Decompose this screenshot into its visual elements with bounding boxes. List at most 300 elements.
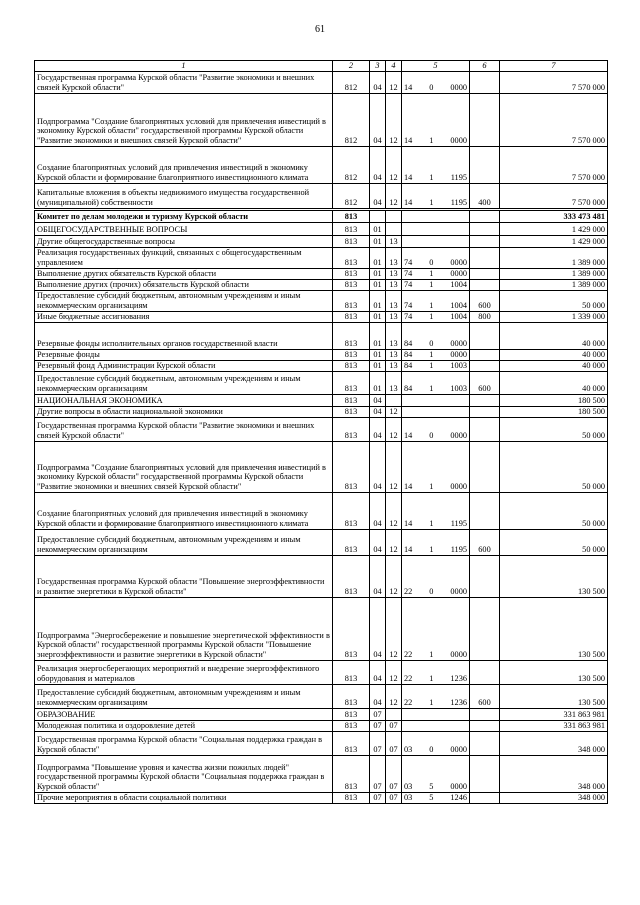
section-code: 04 [370, 597, 386, 660]
expense-type-code [470, 268, 500, 279]
item-name: Реализация государственных функций, связанных с общегосударственным управлением [35, 247, 333, 268]
budget-table [34, 60, 608, 804]
target-article-code [402, 406, 470, 417]
header-cell: 1 [35, 61, 333, 72]
amount: 1 389 000 [500, 247, 608, 268]
subsection-code: 13 [386, 268, 402, 279]
grbs-code: 813 [333, 441, 370, 492]
subsection-code: 07 [386, 731, 402, 755]
expense-type-code [470, 146, 500, 183]
section-code: 04 [370, 183, 386, 209]
section-code [370, 209, 386, 222]
expense-type-code: 800 [470, 311, 500, 322]
table-row [35, 290, 608, 311]
table-row [35, 268, 608, 279]
section-code: 07 [370, 731, 386, 755]
subsection-code: 12 [386, 555, 402, 597]
expense-type-code: 600 [470, 684, 500, 708]
item-name: Другие общегосударственные вопросы [35, 235, 333, 247]
target-article-part: 1195 [450, 173, 467, 182]
target-article-part: 1 [429, 269, 434, 278]
subsection-code: 13 [386, 290, 402, 311]
item-name: Резервные фонды [35, 349, 333, 360]
section-code: 01 [370, 360, 386, 371]
target-article-part: 0 [429, 83, 434, 92]
subsection-code: 12 [386, 597, 402, 660]
target-article-part: 1 [429, 301, 434, 310]
table-row [35, 235, 608, 247]
subsection-code: 12 [386, 417, 402, 441]
subsection-code: 13 [386, 247, 402, 268]
table-row [35, 441, 608, 492]
target-article-part: 1 [429, 198, 434, 207]
target-article-code [402, 417, 470, 441]
amount: 40 000 [500, 349, 608, 360]
grbs-code: 812 [333, 146, 370, 183]
target-article-part: 84 [404, 339, 413, 348]
grbs-code: 813 [333, 222, 370, 235]
expense-type-code [470, 279, 500, 290]
subsection-code: 12 [386, 183, 402, 209]
target-article-part: 84 [404, 361, 413, 370]
target-article-part: 1 [429, 650, 434, 659]
amount: 7 570 000 [500, 71, 608, 93]
subsection-code: 12 [386, 406, 402, 417]
amount: 40 000 [500, 322, 608, 349]
target-article-part: 1195 [450, 545, 467, 554]
target-article-code [402, 441, 470, 492]
item-name: Подпрограмма "Создание благоприятных условий для привлечения инвестиций в экономику Курской области" государственной программы Курской области "Развитие экономики и внешних связей Курской области" [35, 93, 333, 146]
target-article-part: 0000 [450, 587, 467, 596]
table-row [35, 279, 608, 290]
expense-type-code [470, 555, 500, 597]
item-name: Выполнение других обязательств Курской области [35, 268, 333, 279]
amount: 1 389 000 [500, 279, 608, 290]
target-article-part: 1 [429, 361, 434, 370]
table-row [35, 755, 608, 792]
grbs-code: 813 [333, 371, 370, 394]
grbs-code: 813 [333, 708, 370, 720]
target-article-code [402, 322, 470, 349]
target-article-part: 03 [404, 793, 413, 802]
amount: 180 500 [500, 406, 608, 417]
target-article-code [402, 290, 470, 311]
expense-type-code: 600 [470, 290, 500, 311]
target-article-part: 0000 [450, 745, 467, 754]
target-article-part: 0 [429, 587, 434, 596]
section-code: 07 [370, 755, 386, 792]
subsection-code: 12 [386, 146, 402, 183]
table-row [35, 360, 608, 371]
amount: 7 570 000 [500, 146, 608, 183]
expense-type-code [470, 222, 500, 235]
target-article-part: 5 [429, 782, 434, 791]
item-name: Подпрограмма "Повышение уровня и качества жизни пожилых людей" государственной программы Курской области "Социальная поддержка граждан в Курской области" [35, 755, 333, 792]
target-article-code [402, 684, 470, 708]
page-number: 61 [315, 24, 325, 35]
amount: 130 500 [500, 555, 608, 597]
target-article-part: 74 [404, 269, 413, 278]
target-article-code [402, 597, 470, 660]
grbs-code: 812 [333, 183, 370, 209]
section-code: 04 [370, 555, 386, 597]
item-name: Предоставление субсидий бюджетным, автономным учреждениям и иным некоммерческим организациям [35, 684, 333, 708]
target-article-code [402, 247, 470, 268]
target-article-code [402, 235, 470, 247]
amount: 7 570 000 [500, 183, 608, 209]
subsection-code: 13 [386, 235, 402, 247]
target-article-part: 1 [429, 280, 434, 289]
target-article-part: 1246 [450, 793, 467, 802]
header-cell: 5 [402, 61, 470, 72]
target-article-code [402, 349, 470, 360]
grbs-code: 813 [333, 406, 370, 417]
amount: 333 473 481 [500, 209, 608, 222]
grbs-code: 813 [333, 360, 370, 371]
amount: 40 000 [500, 371, 608, 394]
header-cell: 2 [333, 61, 370, 72]
subsection-code [386, 708, 402, 720]
grbs-code: 813 [333, 247, 370, 268]
section-code: 01 [370, 268, 386, 279]
section-code: 04 [370, 529, 386, 555]
amount: 130 500 [500, 597, 608, 660]
grbs-code: 813 [333, 529, 370, 555]
subsection-code: 07 [386, 792, 402, 803]
target-article-part: 0 [429, 745, 434, 754]
target-article-code [402, 792, 470, 803]
header-row [35, 61, 608, 72]
subsection-code: 13 [386, 371, 402, 394]
target-article-part: 1 [429, 482, 434, 491]
section-code: 01 [370, 311, 386, 322]
target-article-part: 1195 [450, 519, 467, 528]
item-name: НАЦИОНАЛЬНАЯ ЭКОНОМИКА [35, 394, 333, 406]
table-row [35, 720, 608, 731]
section-code: 01 [370, 235, 386, 247]
section-code: 04 [370, 441, 386, 492]
grbs-code: 813 [333, 268, 370, 279]
subsection-code: 13 [386, 311, 402, 322]
section-code: 01 [370, 247, 386, 268]
grbs-code: 813 [333, 555, 370, 597]
grbs-code: 813 [333, 349, 370, 360]
expense-type-code [470, 755, 500, 792]
subsection-code: 13 [386, 322, 402, 349]
subsection-code [386, 394, 402, 406]
item-name: ОБРАЗОВАНИЕ [35, 708, 333, 720]
expense-type-code [470, 349, 500, 360]
grbs-code: 813 [333, 492, 370, 529]
target-article-part: 14 [404, 83, 413, 92]
target-article-code [402, 755, 470, 792]
amount: 130 500 [500, 660, 608, 684]
item-name: Иные бюджетные ассигнования [35, 311, 333, 322]
target-article-part: 74 [404, 301, 413, 310]
table-row [35, 417, 608, 441]
target-article-code [402, 394, 470, 406]
target-article-part: 14 [404, 431, 413, 440]
table-row [35, 146, 608, 183]
target-article-part: 74 [404, 312, 413, 321]
target-article-part: 1236 [450, 674, 467, 683]
item-name: Государственная программа Курской области "Развитие экономики и внешних связей Курской области" [35, 71, 333, 93]
section-code: 07 [370, 792, 386, 803]
target-article-code [402, 720, 470, 731]
target-article-code [402, 555, 470, 597]
table-row [35, 209, 608, 222]
amount: 1 429 000 [500, 235, 608, 247]
target-article-part: 0000 [450, 83, 467, 92]
item-name: Создание благоприятных условий для привлечения инвестиций в экономику Курской области и формирование благоприятного инвестиционного климата [35, 492, 333, 529]
table-row [35, 322, 608, 349]
target-article-part: 1 [429, 545, 434, 554]
subsection-code: 12 [386, 529, 402, 555]
amount: 50 000 [500, 529, 608, 555]
target-article-part: 14 [404, 136, 413, 145]
target-article-part: 0000 [450, 350, 467, 359]
target-article-part: 0000 [450, 431, 467, 440]
subsection-code: 12 [386, 684, 402, 708]
amount: 130 500 [500, 684, 608, 708]
target-article-part: 1004 [450, 312, 467, 321]
subsection-code [386, 209, 402, 222]
expense-type-code: 600 [470, 371, 500, 394]
target-article-code [402, 708, 470, 720]
target-article-code [402, 209, 470, 222]
subsection-code: 13 [386, 349, 402, 360]
grbs-code: 813 [333, 720, 370, 731]
expense-type-code [470, 792, 500, 803]
grbs-code: 813 [333, 322, 370, 349]
target-article-part: 74 [404, 258, 413, 267]
expense-type-code [470, 71, 500, 93]
table-row [35, 597, 608, 660]
item-name: Государственная программа Курской области "Развитие экономики и внешних связей Курской области" [35, 417, 333, 441]
grbs-code: 813 [333, 660, 370, 684]
table-row [35, 183, 608, 209]
target-article-part: 84 [404, 350, 413, 359]
expense-type-code [470, 406, 500, 417]
expense-type-code [470, 731, 500, 755]
amount: 331 863 981 [500, 708, 608, 720]
grbs-code: 813 [333, 209, 370, 222]
section-code: 04 [370, 406, 386, 417]
subsection-code: 07 [386, 720, 402, 731]
target-article-code [402, 360, 470, 371]
table-row [35, 394, 608, 406]
target-article-part: 1236 [450, 698, 467, 707]
item-name: Предоставление субсидий бюджетным, автономным учреждениям и иным некоммерческим организациям [35, 290, 333, 311]
section-code: 07 [370, 708, 386, 720]
item-name: Резервные фонды исполнительных органов государственной власти [35, 322, 333, 349]
expense-type-code: 600 [470, 529, 500, 555]
grbs-code: 813 [333, 597, 370, 660]
target-article-part: 1 [429, 136, 434, 145]
target-article-part: 1195 [450, 198, 467, 207]
expense-type-code [470, 441, 500, 492]
subsection-code: 12 [386, 93, 402, 146]
item-name: ОБЩЕГОСУДАРСТВЕННЫЕ ВОПРОСЫ [35, 222, 333, 235]
subsection-code: 13 [386, 279, 402, 290]
target-article-part: 14 [404, 482, 413, 491]
target-article-part: 1003 [450, 384, 467, 393]
target-article-part: 14 [404, 545, 413, 554]
table-row [35, 708, 608, 720]
table-row [35, 311, 608, 322]
amount: 1 339 000 [500, 311, 608, 322]
section-code: 04 [370, 684, 386, 708]
target-article-part: 1 [429, 312, 434, 321]
amount: 348 000 [500, 755, 608, 792]
target-article-part: 1004 [450, 301, 467, 310]
target-article-part: 1 [429, 384, 434, 393]
table-row [35, 684, 608, 708]
section-code: 04 [370, 71, 386, 93]
target-article-code [402, 279, 470, 290]
target-article-part: 1004 [450, 280, 467, 289]
table-row [35, 371, 608, 394]
grbs-code: 813 [333, 290, 370, 311]
grbs-code: 813 [333, 684, 370, 708]
target-article-part: 0000 [450, 782, 467, 791]
header-cell: 3 [370, 61, 386, 72]
section-code: 04 [370, 146, 386, 183]
amount: 50 000 [500, 441, 608, 492]
table-row [35, 529, 608, 555]
target-article-part: 0 [429, 431, 434, 440]
grbs-code: 813 [333, 279, 370, 290]
expense-type-code [470, 322, 500, 349]
target-article-part: 22 [404, 650, 413, 659]
target-article-code [402, 222, 470, 235]
expense-type-code [470, 597, 500, 660]
grbs-code: 813 [333, 731, 370, 755]
table-row [35, 222, 608, 235]
subsection-code [386, 222, 402, 235]
expense-type-code [470, 720, 500, 731]
amount: 1 429 000 [500, 222, 608, 235]
target-article-part: 03 [404, 782, 413, 791]
section-code: 01 [370, 349, 386, 360]
target-article-part: 1 [429, 674, 434, 683]
section-code: 04 [370, 660, 386, 684]
item-name: Государственная программа Курской области "Повышение энергоэффективности и развитие энергетики в Курской области" [35, 555, 333, 597]
target-article-part: 0000 [450, 258, 467, 267]
target-article-part: 03 [404, 745, 413, 754]
amount: 50 000 [500, 417, 608, 441]
item-name: Другие вопросы в области национальной экономики [35, 406, 333, 417]
subsection-code: 12 [386, 441, 402, 492]
target-article-part: 1 [429, 350, 434, 359]
item-name: Молодежная политика и оздоровление детей [35, 720, 333, 731]
grbs-code: 812 [333, 71, 370, 93]
table-row [35, 247, 608, 268]
grbs-code: 812 [333, 93, 370, 146]
amount: 331 863 981 [500, 720, 608, 731]
item-name: Резервный фонд Администрации Курской области [35, 360, 333, 371]
target-article-code [402, 311, 470, 322]
target-article-code [402, 731, 470, 755]
section-code: 04 [370, 93, 386, 146]
target-article-part: 0000 [450, 136, 467, 145]
section-code: 01 [370, 290, 386, 311]
grbs-code: 813 [333, 235, 370, 247]
subsection-code: 07 [386, 755, 402, 792]
expense-type-code [470, 360, 500, 371]
target-article-code [402, 71, 470, 93]
expense-type-code [470, 394, 500, 406]
item-name: Подпрограмма "Создание благоприятных условий для привлечения инвестиций в экономику Курской области" государственной программы Курской области "Развитие экономики и внешних связей Курской области" [35, 441, 333, 492]
expense-type-code [470, 209, 500, 222]
grbs-code: 813 [333, 394, 370, 406]
expense-type-code [470, 660, 500, 684]
target-article-part: 22 [404, 674, 413, 683]
section-code: 04 [370, 394, 386, 406]
section-code: 04 [370, 417, 386, 441]
subsection-code: 12 [386, 660, 402, 684]
section-code: 01 [370, 322, 386, 349]
subsection-code: 12 [386, 492, 402, 529]
item-name: Предоставление субсидий бюджетным, автономным учреждениям и иным некоммерческим организациям [35, 529, 333, 555]
target-article-code [402, 371, 470, 394]
target-article-part: 0000 [450, 650, 467, 659]
expense-type-code [470, 492, 500, 529]
item-name: Государственная программа Курской области "Социальная поддержка граждан в Курской области" [35, 731, 333, 755]
target-article-part: 0000 [450, 269, 467, 278]
target-article-code [402, 529, 470, 555]
expense-type-code [470, 247, 500, 268]
grbs-code: 813 [333, 417, 370, 441]
target-article-code [402, 660, 470, 684]
expense-type-code [470, 417, 500, 441]
amount: 180 500 [500, 394, 608, 406]
target-article-part: 0000 [450, 339, 467, 348]
amount: 40 000 [500, 360, 608, 371]
table-row [35, 349, 608, 360]
target-article-part: 1003 [450, 361, 467, 370]
table-row [35, 71, 608, 93]
target-article-part: 5 [429, 793, 434, 802]
item-name: Реализация энергосберегающих мероприятий и внедрение энергоэффективного оборудования и материалов [35, 660, 333, 684]
item-name: Создание благоприятных условий для привлечения инвестиций в экономику Курской области и формирование благоприятного инвестиционного климата [35, 146, 333, 183]
target-article-part: 0 [429, 339, 434, 348]
target-article-code [402, 268, 470, 279]
section-code: 01 [370, 222, 386, 235]
table-row [35, 492, 608, 529]
target-article-part: 1 [429, 698, 434, 707]
header-cell: 7 [500, 61, 608, 72]
amount: 348 000 [500, 792, 608, 803]
subsection-code: 13 [386, 360, 402, 371]
table-row [35, 555, 608, 597]
amount: 50 000 [500, 492, 608, 529]
header-cell: 6 [470, 61, 500, 72]
item-name: Капитальные вложения в объекты недвижимого имущества государственной (муниципальной) собственности [35, 183, 333, 209]
target-article-part: 14 [404, 519, 413, 528]
target-article-part: 0000 [450, 482, 467, 491]
expense-type-code: 400 [470, 183, 500, 209]
amount: 348 000 [500, 731, 608, 755]
item-name: Предоставление субсидий бюджетным, автономным учреждениям и иным некоммерческим организациям [35, 371, 333, 394]
target-article-part: 0 [429, 258, 434, 267]
expense-type-code [470, 708, 500, 720]
table-row [35, 406, 608, 417]
target-article-code [402, 146, 470, 183]
table-row [35, 731, 608, 755]
table-row [35, 660, 608, 684]
expense-type-code [470, 93, 500, 146]
